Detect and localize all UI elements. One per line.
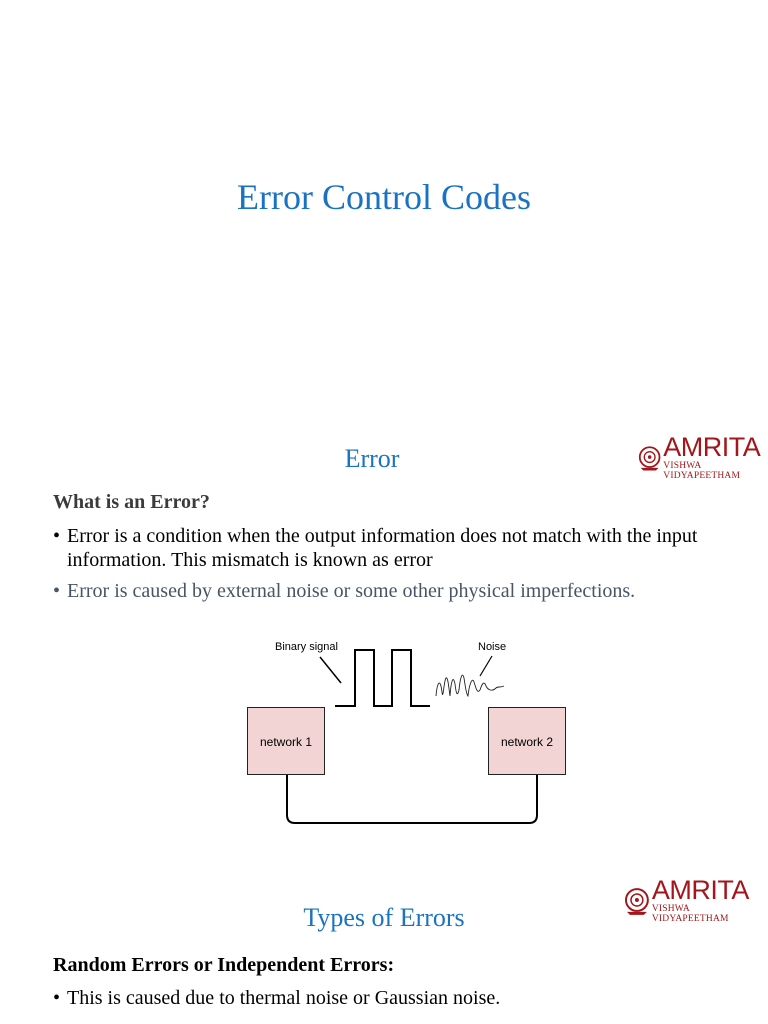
amrita-emblem-icon xyxy=(638,443,661,473)
binary-signal-pointer xyxy=(320,657,341,683)
noise-signal xyxy=(436,675,504,696)
bullet-dot: • xyxy=(53,580,61,602)
bullet-item xyxy=(53,579,713,603)
binary-signal-label: Binary signal xyxy=(275,641,338,653)
network-connection-line xyxy=(287,775,537,823)
error-bullet-list xyxy=(53,524,713,603)
bullet-text: Error is a condition when the output information does not match with the input information. This mismatch is known as error xyxy=(67,525,698,571)
network-2-label: network 2 xyxy=(500,735,554,749)
bullet-dot: • xyxy=(53,525,61,547)
logo-subtitle: VISHWA VIDYAPEETHAM xyxy=(651,904,729,924)
logo-name: AMRITA xyxy=(651,875,749,905)
amrita-logo xyxy=(638,434,768,481)
noise-pointer xyxy=(480,656,492,676)
what-is-error-heading: What is an Error? xyxy=(53,491,210,513)
bullet-dot: • xyxy=(53,987,61,1009)
binary-signal-wave xyxy=(335,650,430,706)
bullet-text: Error is caused by external noise or some other physical imperfections. xyxy=(67,580,636,602)
types-bullet-list xyxy=(53,986,753,1010)
error-diagram xyxy=(240,632,580,832)
network-1-label: network 1 xyxy=(259,735,313,749)
slide-title: Error Control Codes xyxy=(237,177,531,217)
logo-name: AMRITA xyxy=(663,432,761,462)
bullet-item xyxy=(53,986,753,1010)
bullet-text: This is caused due to thermal noise or Gaussian noise. xyxy=(67,987,501,1009)
types-slide-title: Types of Errors xyxy=(303,903,465,932)
logo-subtitle: VISHWA VIDYAPEETHAM xyxy=(663,461,741,481)
random-errors-heading: Random Errors or Independent Errors: xyxy=(53,954,395,976)
noise-label: Noise xyxy=(478,641,507,653)
error-slide-title: Error xyxy=(344,444,400,473)
bullet-item xyxy=(53,524,713,572)
